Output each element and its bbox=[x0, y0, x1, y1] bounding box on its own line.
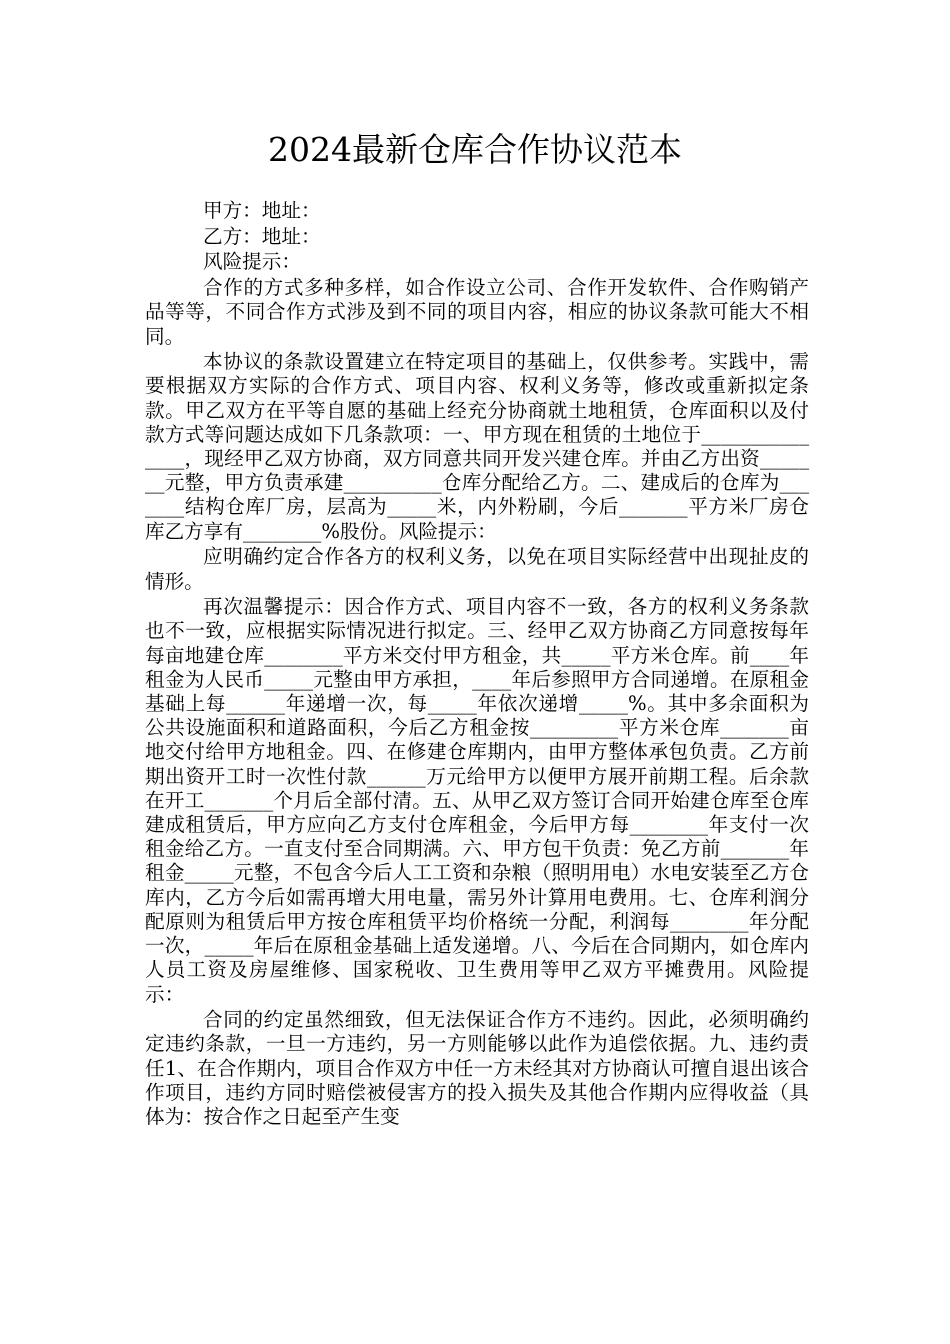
document-title: 2024最新仓库合作协议范本 bbox=[268, 130, 682, 169]
body-paragraph: 再次温馨提示：因合作方式、项目内容不一致，各方的权利义务条款也不一致，应根据实际情况进行拟定。三、经甲乙双方协商乙方同意按每年每亩地建仓库________平方米交付甲方租金，共_____平方米仓库。前____年租金为人民币_____元整由甲方承担，____年后参照甲方合同递增。在原租金基础上每______年递增一次，每_____年依次递增_____%。其中多余面积为公共设施面积和道路面积，今后乙方租金按_________平方米仓库_______亩地交付给甲方地租金。四、在修建仓库期内，由甲方整体承包负责。乙方前期出资开工时一次性付款______万元给甲方以便甲方展开前期工程。后余款在开工_______个月后全部付清。五、从甲乙双方签订合同开始建仓库至仓库建成租赁后，甲方应向乙方支付仓库租金，今后甲方每________年支付一次租金给乙方。一直支付至合同期满。六、甲方包干负责：免乙方前_______年租金_____元整，不包含今后人工工资和杂粮（照明用电）水电安装至乙方仓库内，乙方今后如需再增大用电量，需另外计算用电费用。七、仓库利润分配原则为租赁后甲方按仓库租赁平均价格统一分配，利润每________年分配一次，_____年后在原租金基础上适发递增。八、今后在合同期内，如仓库内人员工资及房屋维修、国家税收、卫生费用等甲乙双方平摊费用。风险提示： bbox=[145, 595, 809, 1006]
party-b-line: 乙方：地址： bbox=[203, 224, 321, 248]
document-body bbox=[145, 199, 809, 1131]
body-paragraph: 合同的约定虽然细致，但无法保证合作方不违约。因此，必须明确约定违约条款，一旦一方违约，另一方则能够以此作为追偿依据。九、违约责任1、在合作期内，项目合作双方中任一方未经其对方协商认可擅自退出该合作项目，违约方同时赔偿被侵害方的投入损失及其他合作期内应得收益（具体为：按合作之日起至产生变 bbox=[145, 1008, 809, 1129]
body-paragraph: 合作的方式多种多样，如合作设立公司、合作开发软件、合作购销产品等等，不同合作方式涉及到不同的项目内容，相应的协议条款可能大不相同。 bbox=[145, 276, 809, 348]
party-a-line: 甲方：地址： bbox=[203, 199, 321, 222]
body-paragraph: 本协议的条款设置建立在特定项目的基础上，仅供参考。实践中，需要根据双方实际的合作方式、项目内容、权利义务等，修改或重新拟定条款。甲乙双方在平等自愿的基础上经充分协商就土地租赁，仓库面积以及付款方式等问题达成如下几条款项：一、甲方现在租赁的土地位于_______________，现经甲乙双方协商，双方同意共同开发兴建仓库。并由乙方出资_______元整，甲方负责承建__________仓库分配给乙方。二、建成后的仓库为_______结构仓库厂房，层高为_____米，内外粉刷，今后_______平方米厂房仓库乙方享有________%股份。风险提示： bbox=[145, 350, 809, 543]
body-paragraph: 应明确约定合作各方的权利义务，以免在项目实际经营中出现扯皮的情形。 bbox=[145, 545, 809, 593]
risk-notice-heading: 风险提示： bbox=[203, 250, 301, 274]
